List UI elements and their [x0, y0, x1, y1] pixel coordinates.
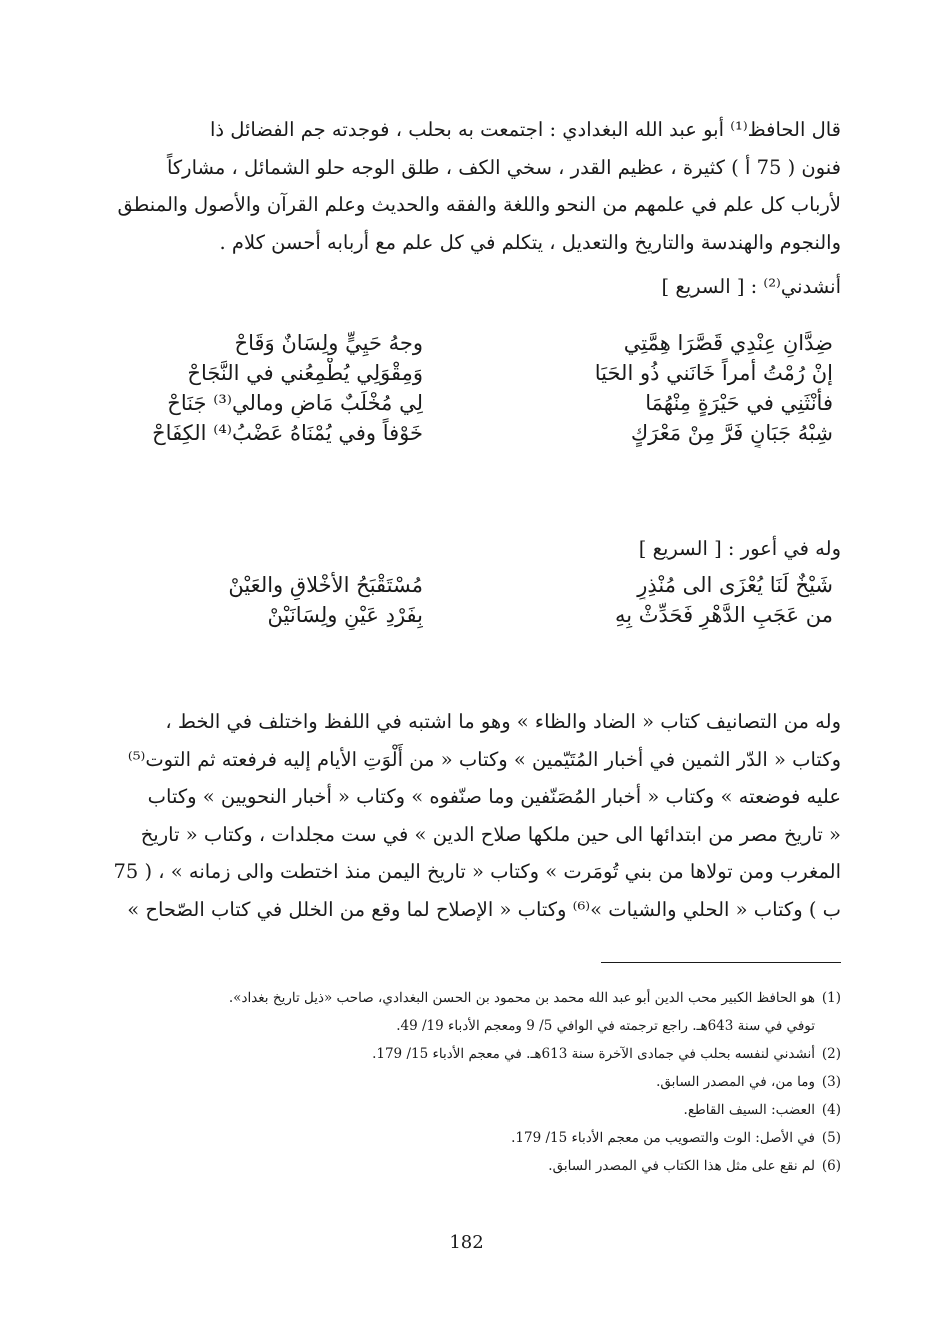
footnote [81, 984, 841, 1012]
footnote-number: (2) [821, 1046, 841, 1062]
footnote-number: (1) [821, 990, 841, 1006]
intro-line: والنجوم والهندسة والتاريخ والتعديل ، يتكلم في كل علم مع أربابه أحسن كلام . [219, 230, 841, 254]
page-number: 182 [449, 1232, 484, 1253]
footnote-number: (6) [821, 1158, 841, 1174]
footnote [81, 1068, 841, 1096]
footnote [81, 1040, 841, 1068]
footnotes [81, 984, 841, 1180]
second-hemistich: مُسْتَقْبَحُ الأخْلاقِ والعَيْنْ [228, 573, 423, 597]
footnote-text: هو الحافظ الكبير محب الدين أبو عبد الله محمد بن محمود بن الحسن البغدادي، صاحب «ذيل تاريخ بغداد». [228, 990, 815, 1006]
verse-row [93, 388, 833, 418]
footnote-text: العضب: السيف القاطع. [683, 1102, 815, 1118]
intro-paragraph [93, 111, 841, 261]
footnote [81, 1152, 841, 1180]
verse-row [93, 358, 833, 388]
footnote-number: (3) [821, 1074, 841, 1090]
second-hemistich: بِفَرْدِ عَيْنٍ ولِسَانَيْنْ [267, 603, 423, 627]
works-line: المغرب ومن تولاها من بني تُومَرت » وكتاب « تاريخ اليمن منذ اختطت والى زمانه » ، ( 75 [113, 860, 841, 883]
verse-row [93, 418, 833, 448]
footnote [81, 1124, 841, 1152]
second-hemistich: وَمِقْوَلِي يُطْمِعُني في النَّجَاحْ [187, 361, 423, 385]
poem1-meter-label: أنشدني⁽²⁾ : [ السريع ] [661, 275, 841, 298]
first-hemistich: إنْ رُمْتُ أمراً خَانَني ذُو الحَيَا [594, 361, 833, 385]
intro-line: لأرباب كل علم في علمهم من النحو واللغة والفقه والحديث وعلم القرآن والأصول والمنطق [117, 193, 841, 216]
works-line: عليه فوضعته » وكتاب « أخبار المُصَنّفين وما صنّفوه » وكتاب « أخبار النحويين » وكتاب [147, 785, 841, 808]
footnote-number: (4) [821, 1102, 841, 1118]
footnote-text: وما من، في المصدر السابق. [656, 1074, 815, 1090]
poem2-meter-label: وله في أعور : [ السريع ] [638, 537, 841, 560]
works-paragraph [93, 703, 841, 928]
poem-1 [93, 328, 833, 448]
first-hemistich: ضِدَّانِ عِنْدِي قَصَّرَا هِمَّتِي [623, 331, 833, 355]
second-hemistich: لِي مُخْلَبٌ مَاضٍ ومالي⁽³⁾ جَنَاحْ [167, 391, 423, 415]
footnote-text-continued: توفي في سنة 643هـ. راجع ترجمته في الوافي 5/ 9 ومعجم الأدباء 19/ 49. [396, 1018, 815, 1034]
footnote-text: أنشدني لنفسه بحلب في جمادى الآخرة سنة 613هـ. في معجم الأدباء 15/ 179. [372, 1046, 815, 1062]
works-line: وله من التصانيف كتاب « الضاد والظاء » وهو ما اشتبه في اللفظ واختلف في الخط ، [165, 710, 841, 733]
works-line: ب ) وكتاب « الحلي والشيات »⁽⁶⁾ وكتاب « الإصلاح لما وقع من الخلل في كتاب الصّحاح » [127, 897, 841, 921]
works-line: وكتاب « الدّر الثمين في أخبار المُتَيّمين » وكتاب « من أَلْوَتِ الأيام إليه فرفعته ثم التوت⁽⁵⁾ [127, 747, 841, 771]
footnote-number: (5) [821, 1130, 841, 1146]
verse-row [93, 570, 833, 600]
first-hemistich: من عَجَبِ الدَّهْرِ فَحَدِّثْ بِهِ [614, 603, 833, 627]
first-hemistich: شَيْخٌ لَنَا يُعْزَى الى مُنْذِرٍ [637, 573, 833, 597]
intro-line: فنون ( 75 أ ) كثيرة ، عظيم القدر ، سخي الكف ، طلق الوجه حلو الشمائل ، مشاركاً [166, 155, 841, 179]
verse-row [93, 600, 833, 630]
first-hemistich: شِبْهُ جَبَانٍ فَرَّ مِنْ مَعْرَكٍ [630, 421, 833, 445]
works-line: « تاريخ مصر من ابتدائها الى حين ملكها صلاح الدين » في ست مجلدات ، وكتاب « تاريخ [140, 822, 841, 846]
first-hemistich: فأنْثَنِي في حَيْرَةٍ مِنْهُمَا [645, 391, 833, 415]
footnote-divider [601, 962, 841, 963]
verse-row [93, 328, 833, 358]
second-hemistich: خَوْفاً وفي يُمْنَاهُ عَضْبُ⁽⁴⁾ الكِفَاحْ [152, 421, 423, 445]
intro-line: قال الحافظ⁽¹⁾ أبو عبد الله البغدادي : اجتمعت به بحلب ، فوجدته جم الفضائل ذا [209, 118, 841, 141]
footnote [81, 1096, 841, 1124]
footnote-text: لم نقع على مثل هذا الكتاب في المصدر السابق. [548, 1158, 815, 1174]
footnote-text: في الأصل: الوت والتصويب من معجم الأدباء 15/ 179. [511, 1130, 815, 1146]
poem-2 [93, 570, 833, 630]
second-hemistich: وجهُ حَيِيٍّ ولِسَانٌ وَقَاحْ [234, 331, 423, 355]
